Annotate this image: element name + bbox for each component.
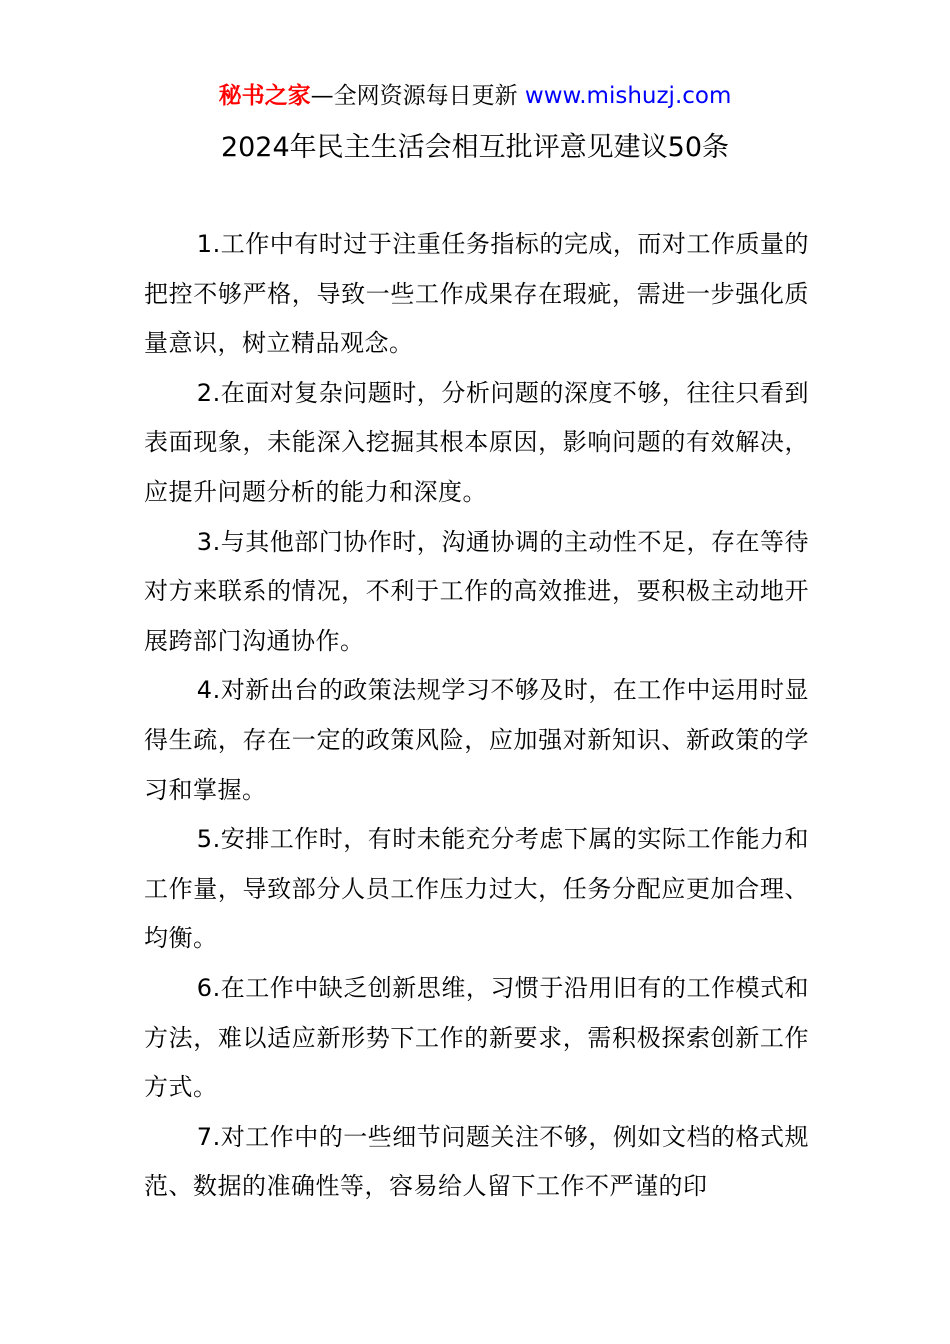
site-url-link[interactable]: www.mishuzj.com — [524, 83, 732, 109]
site-header — [0, 80, 950, 112]
paragraph: 7.对工作中的一些细节问题关注不够，例如文档的格式规范、数据的准确性等，容易给人留下工作不严谨的印 — [144, 1122, 809, 1201]
brand-name: 秘书之家 — [218, 83, 311, 109]
paragraph: 3.与其他部门协作时，沟通协调的主动性不足，存在等待对方来联系的情况，不利于工作的高效推进，要积极主动地开展跨部门沟通协作。 — [144, 527, 809, 655]
document-body — [144, 220, 809, 1212]
paragraph: 2.在面对复杂问题时，分析问题的深度不够，往往只看到表面现象，未能深入挖掘其根本原因，影响问题的有效解决，应提升问题分析的能力和深度。 — [144, 378, 809, 506]
document-title: 2024年民主生活会相互批评意见建议50条 — [220, 132, 730, 163]
paragraph: 4.对新出台的政策法规学习不够及时，在工作中运用时显得生疏，存在一定的政策风险，应加强对新知识、新政策的学习和掌握。 — [144, 676, 809, 804]
header-tagline: —全网资源每日更新 — [310, 83, 518, 109]
paragraph: 6.在工作中缺乏创新思维，习惯于沿用旧有的工作模式和方法，难以适应新形势下工作的新要求，需积极探索创新工作方式。 — [144, 973, 809, 1102]
paragraph: 5.安排工作时，有时未能充分考虑下属的实际工作能力和工作量，导致部分人员工作压力过大，任务分配应更加合理、均衡。 — [144, 825, 809, 953]
paragraph: 1.工作中有时过于注重任务指标的完成，而对工作质量的把控不够严格，导致一些工作成果存在瑕疵，需进一步强化质量意识，树立精品观念。 — [144, 230, 809, 358]
